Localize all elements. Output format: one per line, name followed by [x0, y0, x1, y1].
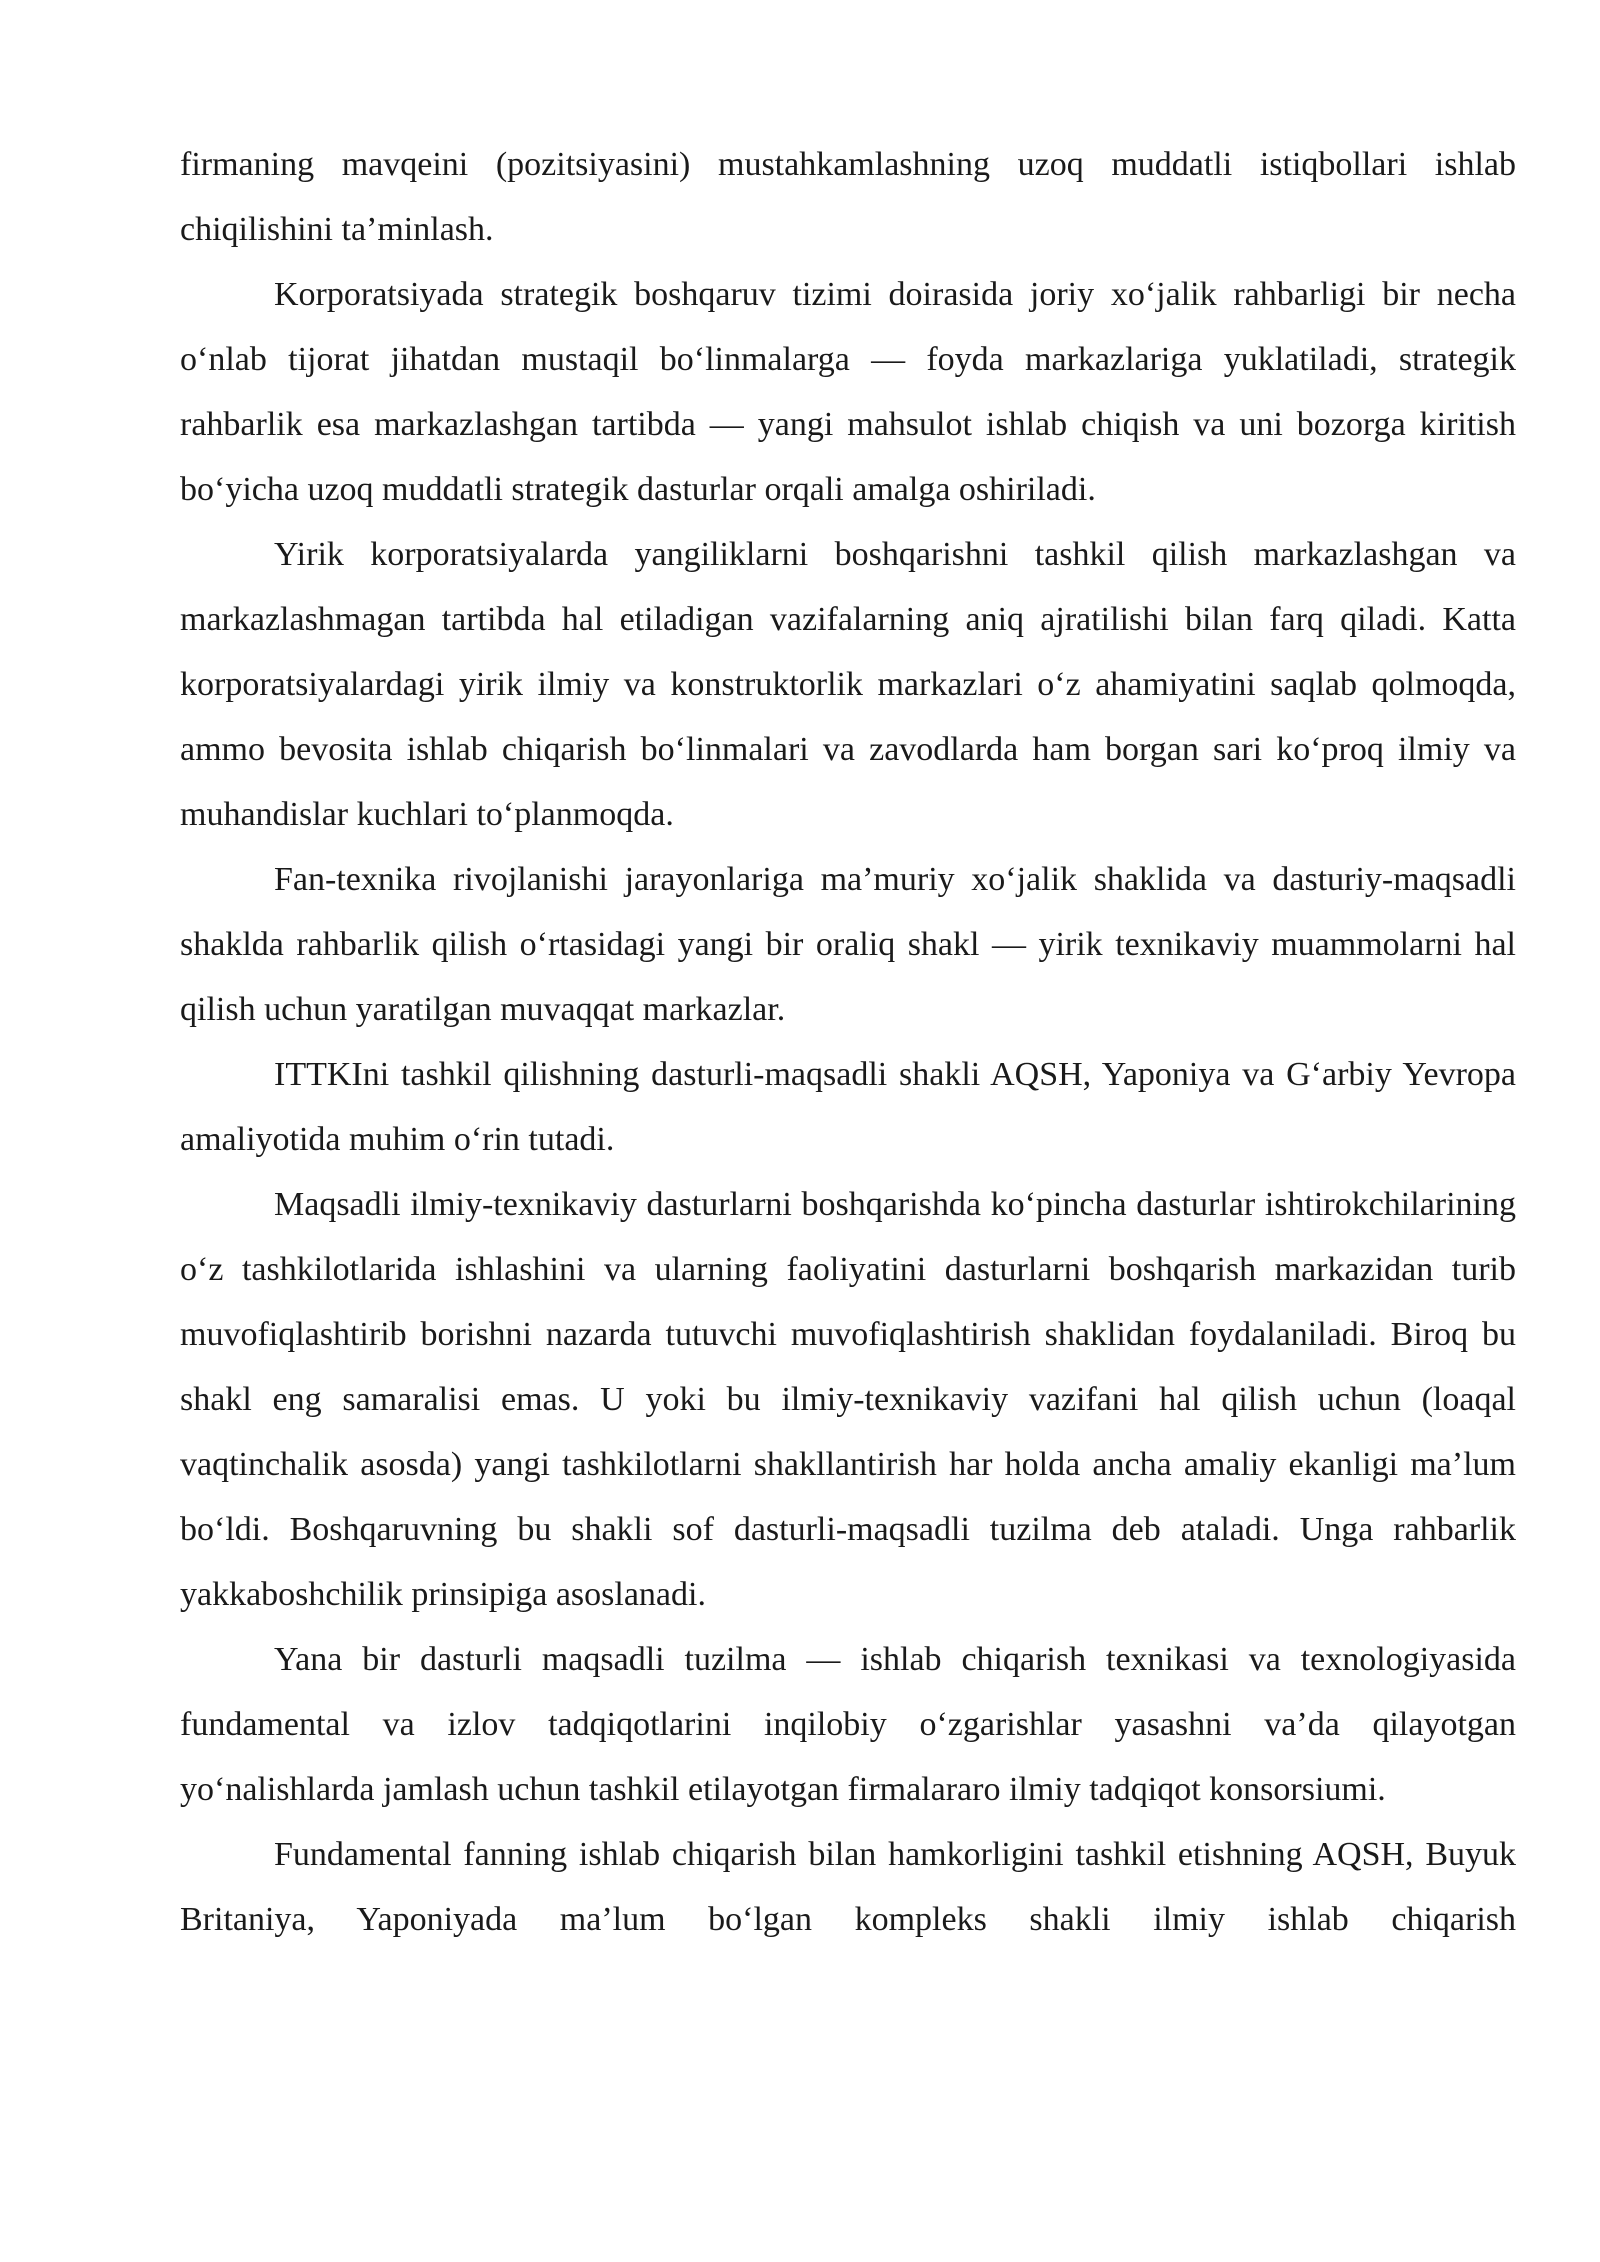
document-page	[180, 132, 1516, 1952]
paragraph-program-target-form: ITTKIni tashkil qilishning dasturli-maqsadli shakli AQSH, Yaponiya va G‘arbiy Yevropa amaliyotida muhim o‘rin tutadi.	[180, 1056, 1516, 1158]
paragraph-strategic-management: Korporatsiyada strategik boshqaruv tizimi doirasida joriy xo‘jalik rahbarligi bir necha o‘nlab tijorat jihatdan mustaqil bo‘linmalarga — foyda markazlariga yuklatiladi, strategik rahbarlik esa markazlashgan tartibda — yangi mahsulot ishlab chiqish va uni bozorga kiritish bo‘yicha uzoq muddatli strategik dasturlar orqali amalga oshiriladi.	[180, 276, 1516, 508]
paragraph-temporary-centers: Fan-texnika rivojlanishi jarayonlariga ma’muriy xo‘jalik shaklida va dasturiy-maqsadli shaklda rahbarlik qilish o‘rtasidagi yangi bir oraliq shakl — yirik texnikaviy muammolarni hal qilish uchun yaratilgan muvaqqat markazlar.	[180, 861, 1516, 1028]
paragraph-continuation: firmaning mavqeini (pozitsiyasini) mustahkamlashning uzoq muddatli istiqbollari ishlab chiqilishini ta’minlash.	[180, 146, 1516, 248]
paragraph-large-corporations: Yirik korporatsiyalarda yangiliklarni boshqarishni tashkil qilish markazlashgan va markazlashmagan tartibda hal etiladigan vazifalarning aniq ajratilishi bilan farq qiladi. Katta korporatsiyalardagi yirik ilmiy va konstruktorlik markazlari o‘z ahamiyatini saqlab qolmoqda, ammo bevosita ishlab chiqarish bo‘linmalari va zavodlarda ham borgan sari ko‘proq ilmiy va muhandislar kuchlari to‘planmoqda.	[180, 536, 1516, 833]
paragraph-research-consortium: Yana bir dasturli maqsadli tuzilma — ishlab chiqarish texnikasi va texnologiyasida fundamental va izlov tadqiqotlarini inqilobiy o‘zgarishlar yasashni va’da qilayotgan yo‘nalishlarda jamlash uchun tashkil etilayotgan firmalararo ilmiy tadqiqot konsorsiumi.	[180, 1641, 1516, 1808]
paragraph-fundamental-science: Fundamental fanning ishlab chiqarish bilan hamkorligini tashkil etishning AQSH, Buyuk Britaniya, Yaponiyada ma’lum bo‘lgan kompleks shakli ilmiy ishlab chiqarish	[180, 1836, 1516, 1938]
paragraph-target-programs: Maqsadli ilmiy-texnikaviy dasturlarni boshqarishda ko‘pincha dasturlar ishtirokchilarining o‘z tashkilotlarida ishlashini va ularning faoliyatini dasturlarni boshqarish markazidan turib muvofiqlashtirib borishni nazarda tutuvchi muvofiqlashtirish shaklidan foydalaniladi. Biroq bu shakl eng samaralisi emas. U yoki bu ilmiy-texnikaviy vazifani hal qilish uchun (loaqal vaqtinchalik asosda) yangi tashkilotlarni shakllantirish har holda ancha amaliy ekanligi ma’lum bo‘ldi. Boshqaruvning bu shakli sof dasturli-maqsadli tuzilma deb ataladi. Unga rahbarlik yakkaboshchilik prinsipiga asoslanadi.	[180, 1186, 1516, 1613]
